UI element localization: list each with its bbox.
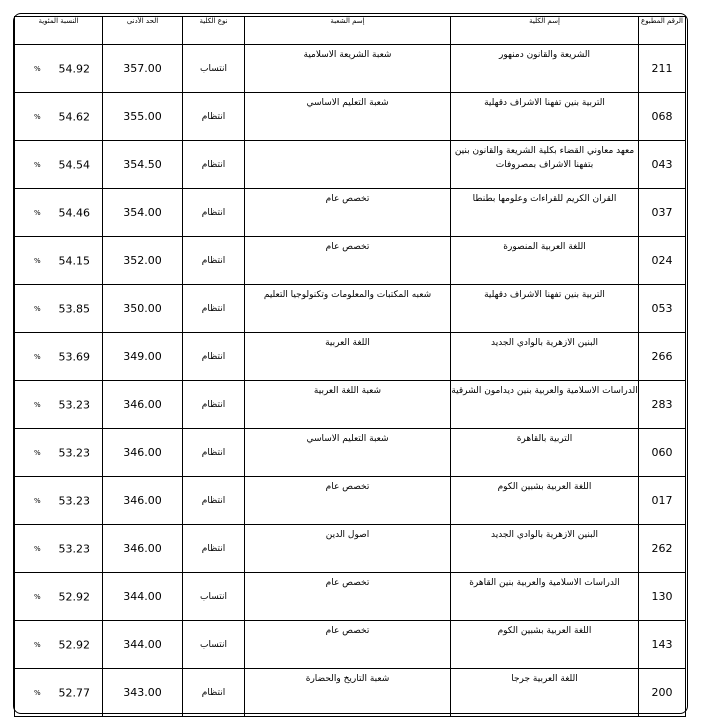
percent-symbol: % (34, 688, 41, 697)
college-name-cell: اللغة العربية بشبين الكوم (451, 477, 639, 525)
table-row (15, 477, 686, 525)
percentage-cell (15, 573, 103, 621)
percentage-value: 53.69 (58, 350, 90, 363)
min-score-cell: 346.00 (103, 525, 183, 573)
percentage-cell (15, 477, 103, 525)
college-name-cell: اللغة العربية جرجا (451, 669, 639, 717)
code-cell: 053 (639, 285, 686, 333)
college-name-cell: اللغة العربية بشبين الكوم (451, 621, 639, 669)
min-score-cell: 346.00 (103, 429, 183, 477)
table-row (15, 429, 686, 477)
percentage-cell (15, 381, 103, 429)
table-row (15, 381, 686, 429)
percent-symbol: % (34, 592, 41, 601)
section-name-cell: اصول الدين (245, 525, 451, 573)
code-cell: 143 (639, 621, 686, 669)
percent-symbol: % (34, 112, 41, 121)
section-name-cell: شعبة الشريعة الاسلامية (245, 45, 451, 93)
college-type-cell: انتظام (183, 141, 245, 189)
min-score-cell: 350.00 (103, 285, 183, 333)
code-cell: 211 (639, 45, 686, 93)
section-name-cell: تخصص عام (245, 573, 451, 621)
table-row (15, 285, 686, 333)
percent-symbol: % (34, 304, 41, 313)
percent-symbol: % (34, 448, 41, 457)
percentage-value: 54.46 (58, 206, 90, 219)
college-name-cell: الدراسات الاسلامية والعربية بنين ديدامون الشرقية (451, 381, 639, 429)
percentage-value: 53.23 (58, 494, 90, 507)
percent-symbol: % (34, 640, 41, 649)
percentage-value: 54.62 (58, 110, 90, 123)
percentage-value: 53.23 (58, 542, 90, 555)
code-cell: 068 (639, 93, 686, 141)
min-score-cell: 344.00 (103, 621, 183, 669)
college-type-cell: انتظام (183, 333, 245, 381)
college-name-cell: البنين الازهرية بالوادي الجديد (451, 333, 639, 381)
table-row (15, 237, 686, 285)
min-score-cell: 344.00 (103, 573, 183, 621)
college-type-cell: انتظام (183, 525, 245, 573)
percentage-cell (15, 669, 103, 717)
code-cell: 043 (639, 141, 686, 189)
percentage-value: 52.92 (58, 590, 90, 603)
min-score-cell: 349.00 (103, 333, 183, 381)
college-type-cell: انتساب (183, 621, 245, 669)
min-score-cell: 355.00 (103, 93, 183, 141)
code-cell: 266 (639, 333, 686, 381)
percent-symbol: % (34, 64, 41, 73)
percentage-value: 52.77 (58, 686, 90, 699)
min-score-cell: 354.00 (103, 189, 183, 237)
code-cell: 262 (639, 525, 686, 573)
percentage-value: 53.85 (58, 302, 90, 315)
percent-symbol: % (34, 208, 41, 217)
header-code: الرقم المطبوع (639, 17, 686, 45)
section-name-cell: تخصص عام (245, 621, 451, 669)
table-row (15, 333, 686, 381)
college-type-cell: انتظام (183, 285, 245, 333)
min-score-cell: 346.00 (103, 381, 183, 429)
table-row (15, 525, 686, 573)
percentage-cell (15, 141, 103, 189)
college-name-cell: التربية بنين تفهنا الاشراف دقهلية (451, 93, 639, 141)
college-type-cell: انتساب (183, 573, 245, 621)
min-score-cell: 343.00 (103, 669, 183, 717)
percentage-cell (15, 621, 103, 669)
college-type-cell: انتظام (183, 381, 245, 429)
section-name-cell: اللغة العربية (245, 333, 451, 381)
table-row (15, 45, 686, 93)
college-name-cell: التربية بنين تفهنا الاشراف دقهلية (451, 285, 639, 333)
header-row (15, 17, 686, 45)
code-cell: 130 (639, 573, 686, 621)
min-score-cell: 352.00 (103, 237, 183, 285)
college-type-cell: انتظام (183, 429, 245, 477)
code-cell: 060 (639, 429, 686, 477)
percent-symbol: % (34, 160, 41, 169)
section-name-cell: شعبة التعليم الاساسي (245, 93, 451, 141)
section-name-cell: شعبه المكتبات والمعلومات وتكنولوجيا التعليم (245, 285, 451, 333)
college-type-cell: انتساب (183, 45, 245, 93)
section-name-cell: تخصص عام (245, 189, 451, 237)
code-cell: 037 (639, 189, 686, 237)
percentage-value: 54.15 (58, 254, 90, 267)
percentage-cell (15, 189, 103, 237)
results-table (14, 16, 686, 717)
table-row (15, 621, 686, 669)
header-percentage: النسبة المئوية (15, 17, 103, 45)
college-type-cell: انتظام (183, 93, 245, 141)
college-type-cell: انتظام (183, 477, 245, 525)
percentage-value: 54.54 (58, 158, 90, 171)
header-college-type: نوع الكلية (183, 17, 245, 45)
percent-symbol: % (34, 352, 41, 361)
header-section-name: إسم الشعبة (245, 17, 451, 45)
min-score-cell: 346.00 (103, 477, 183, 525)
percentage-cell (15, 429, 103, 477)
table-row (15, 573, 686, 621)
table-row (15, 141, 686, 189)
college-name-cell: التربية بالقاهرة (451, 429, 639, 477)
table-row (15, 669, 686, 717)
college-name-cell: البنين الازهرية بالوادي الجديد (451, 525, 639, 573)
percentage-cell (15, 285, 103, 333)
percentage-cell (15, 333, 103, 381)
percentage-value: 52.92 (58, 638, 90, 651)
code-cell: 200 (639, 669, 686, 717)
college-name-cell: القران الكريم للقراءات وعلومها بطنطا (451, 189, 639, 237)
percentage-value: 53.23 (58, 398, 90, 411)
college-name-cell: اللغة العربية المنصورة (451, 237, 639, 285)
header-min-score: الحد الأدنى (103, 17, 183, 45)
college-name-cell: الدراسات الاسلامية والعربية بنين القاهرة (451, 573, 639, 621)
percent-symbol: % (34, 496, 41, 505)
min-score-cell: 357.00 (103, 45, 183, 93)
college-type-cell: انتظام (183, 189, 245, 237)
college-type-cell: انتظام (183, 669, 245, 717)
min-score-cell: 354.50 (103, 141, 183, 189)
percentage-cell (15, 237, 103, 285)
college-name-cell: معهد معاوني القضاء بكلية الشريعة والقانون بنين بتفهنا الاشراف بمصروفات (451, 141, 639, 189)
table-row (15, 93, 686, 141)
code-cell: 024 (639, 237, 686, 285)
section-name-cell: شعبة اللغة العربية (245, 381, 451, 429)
section-name-cell: تخصص عام (245, 477, 451, 525)
code-cell: 017 (639, 477, 686, 525)
header-college-name: إسم الكلية (451, 17, 639, 45)
percentage-cell (15, 45, 103, 93)
percentage-cell (15, 525, 103, 573)
percent-symbol: % (34, 544, 41, 553)
table-row (15, 189, 686, 237)
college-type-cell: انتظام (183, 237, 245, 285)
percentage-value: 54.92 (58, 62, 90, 75)
college-name-cell: الشريعة والقانون دمنهور (451, 45, 639, 93)
section-name-cell (245, 141, 451, 189)
percentage-cell (15, 93, 103, 141)
section-name-cell: تخصص عام (245, 237, 451, 285)
section-name-cell: شعبة التاريخ والحضارة (245, 669, 451, 717)
percent-symbol: % (34, 400, 41, 409)
percentage-value: 53.23 (58, 446, 90, 459)
section-name-cell: شعبة التعليم الاساسي (245, 429, 451, 477)
percent-symbol: % (34, 256, 41, 265)
code-cell: 283 (639, 381, 686, 429)
